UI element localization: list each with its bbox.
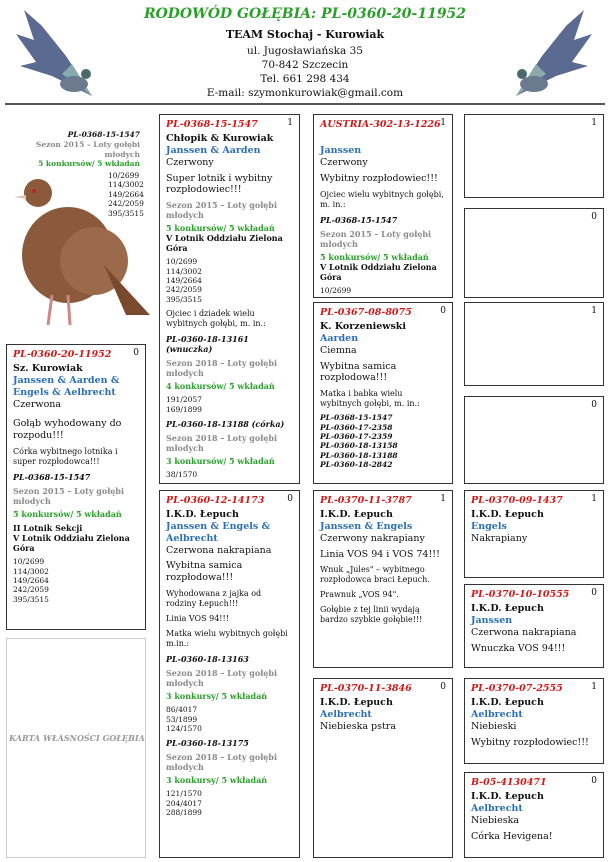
offspring-ring: PL-0360-18-13163 — [166, 654, 249, 665]
team-name: TEAM Stochaj - Kurowiak — [225, 28, 385, 41]
results: 10/2699 — [320, 285, 352, 295]
ring-number: PL-0368-15-1547 — [166, 119, 258, 130]
note: Gołębie z tej linii wydają bardzo szybkie gołębie!!! — [320, 605, 423, 625]
note: Matka wielu wybitnych gołębi m.in.: — [166, 629, 288, 649]
breed: Janssen — [320, 144, 362, 156]
konk: 3 konkursy/ 5 wkładań — [166, 691, 268, 702]
season: Sezon 2015 – Loty gołębi młodych — [320, 228, 432, 249]
award: V Lotnik Oddziału Zielona Góra — [13, 533, 130, 554]
color: Czerwony — [166, 156, 214, 168]
sex-number: 1 — [440, 494, 446, 504]
sex-number: 0 — [287, 494, 293, 504]
season: Sezon 2018 – Loty gołębi młodych — [166, 358, 278, 379]
award: II Lotnik Sekcji — [13, 523, 83, 534]
breeder-name: K. Korzeniewski — [320, 320, 406, 332]
breed: Janssen & Aarden — [166, 144, 261, 156]
city: 70-842 Szczecin — [261, 59, 349, 71]
grandfather-maternal-card — [313, 490, 453, 668]
left-season: Sezon 2015 – Loty gołębi młodych — [35, 139, 140, 159]
ring-number: PL-0360-12-14173 — [166, 495, 265, 506]
award: V Lotnik Oddziału Zielona Góra — [320, 261, 437, 282]
color: Czerwony — [320, 156, 368, 168]
header-divider — [5, 103, 605, 105]
street: ul. Jugosławiańska 35 — [247, 45, 363, 57]
note: Wnuk „Jules" – wybitnego rozpłodowca braci Łepuch. — [320, 565, 430, 585]
sex-number: 1 — [440, 118, 446, 128]
great-grandparent-card-8: B-05-4130471 0 I.K.D. Łepuch Aelbrecht Niebieska Córka Hevigena! — [464, 772, 604, 858]
results: 10/2699 114/3002 149/2664 242/2059 395/3515 — [13, 557, 49, 604]
breed: Aarden — [320, 332, 359, 344]
sex-number: 0 — [440, 682, 446, 692]
ownership-card-label: KARTA WŁASNOŚCI GOŁĘBIA — [9, 733, 145, 743]
left-info — [0, 130, 140, 169]
konk: 3 konkursy/ 5 wkładań — [166, 775, 268, 786]
header — [0, 0, 610, 104]
breeder-name: I.K.D. Łepuch — [320, 508, 393, 520]
season: Sezon 2018 – Loty gołębi młodych — [166, 752, 278, 773]
konk: 5 konkursów/ 5 wkładań — [13, 509, 122, 520]
sex-number: 0 — [440, 306, 446, 316]
line-note: Linia VOS 94!!! — [166, 614, 229, 624]
season: Sezon 2015 – Loty gołębi młodych — [13, 486, 125, 507]
main-pigeon-card — [6, 344, 146, 630]
konk: 5 konkursów/ 5 wkładań — [320, 251, 429, 262]
description: Linia VOS 94 i VOS 74!!! — [320, 548, 440, 560]
great-grandparent-card-3: 1 — [464, 302, 604, 386]
great-grandparent-card-1: 1 — [464, 114, 604, 198]
grandfather-paternal-card — [313, 114, 453, 298]
color: Czerwona nakrapiana — [166, 544, 272, 556]
offspring-ring: PL-0360-18-13175 — [166, 738, 249, 749]
ring-number: PL-0360-20-11952 — [13, 349, 112, 360]
description: Wybitna samica rozpłodowa!!! — [320, 360, 397, 384]
grandmother-paternal-card — [313, 302, 453, 484]
note: Ojciec wielu wybitnych gołębi, m. in.: — [320, 189, 444, 209]
breeder-name: I.K.D. Łepuch — [320, 696, 393, 708]
description: Gołąb wyhodowany do rozpodu!!! — [13, 418, 122, 442]
konk: 3 konkursów/ 5 wkładań — [166, 455, 275, 466]
description: Wybitny rozpłodowiec!!! — [320, 172, 438, 184]
offspring-ring: PL-0360-18-13161 (wnuczka) — [166, 334, 249, 355]
left-ring: PL-0368-15-1547 — [67, 130, 140, 139]
breeder-name: Chłopik & Kurowiak — [166, 132, 274, 144]
left-results: 10/2699 114/3002 149/2664 242/2059 395/3515 — [108, 171, 144, 218]
note: Matka i babka wielu wybitnych gołębi, m. in.: — [320, 389, 420, 409]
breed: Janssen & Aarden & Engels & Aelbrecht — [13, 374, 120, 398]
konk: 4 konkursów/ 5 wkładań — [166, 381, 275, 392]
results: 10/2699 114/3002 149/2664 242/2059 395/3515 — [166, 257, 202, 304]
results: 121/1570 204/4017 288/1899 — [166, 789, 202, 817]
results: 191/2057 169/1899 — [166, 395, 202, 414]
page-title: RODOWÓD GOŁĘBIA: PL-0360-20-11952 — [143, 6, 467, 22]
father-card — [159, 114, 300, 484]
pigeon-photo — [8, 165, 152, 331]
related-ring: PL-0368-15-1547 — [13, 472, 91, 483]
note: Wyhodowana z jajka od rodziny Łepuch!!! — [166, 589, 262, 609]
offspring-list: PL-0368-15-1547 PL-0360-17-2358 PL-0360-17-2359 PL-0360-18-13158 PL-0360-18-13188 PL-0360-18-2842 — [320, 413, 398, 470]
ring-number: PL-0367-08-8075 — [320, 307, 412, 318]
season: Sezon 2018 – Loty gołębi młodych — [166, 432, 278, 453]
results: 38/1570 — [166, 469, 198, 479]
award: V Lotnik Oddziału Zielona Góra — [166, 233, 283, 254]
note: Córka wybitnego lotnika i super rozpłodowca!!! — [13, 447, 118, 467]
sex-number: 0 — [133, 348, 139, 358]
breeder-name: I.K.D. Łepuch — [166, 508, 239, 520]
season: Sezon 2018 – Loty gołębi młodych — [166, 668, 278, 689]
great-grandparent-card-6: PL-0370-10-10555 0 I.K.D. Łepuch Janssen Czerwona nakrapiana Wnuczka VOS 94!!! — [464, 584, 604, 668]
great-grandparent-card-5: PL-0370-09-1437 1 I.K.D. Łepuch Engels Nakrapiany — [464, 490, 604, 578]
mother-card — [159, 490, 300, 858]
ring-number: AUSTRIA-302-13-1226 — [320, 119, 441, 130]
pigeon-right-icon — [510, 4, 602, 98]
breed: Janssen & Engels — [320, 520, 413, 532]
color: Czerwona — [13, 398, 62, 410]
description: Wybitna samica rozpłodowa!!! — [166, 560, 243, 584]
breeder-name: Sz. Kurowiak — [13, 362, 83, 374]
left-konk: 5 konkursów/ 5 wkładań — [38, 159, 140, 169]
note: Prawnuk „VOS 94". — [320, 590, 399, 600]
phone: Tel. 661 298 434 — [260, 73, 350, 85]
konk: 5 konkursów/ 5 wkładań — [166, 223, 275, 234]
description: Super lotnik i wybitny rozpłodowiec!!! — [166, 172, 273, 196]
email: E-mail: szymonkurowiak@gmail.com — [206, 87, 404, 99]
ring-number: PL-0370-11-3787 — [320, 495, 412, 506]
sex-number: 1 — [287, 118, 293, 128]
color: Ciemna — [320, 344, 357, 356]
breed: Janssen & Engels & Aelbrecht — [166, 520, 271, 544]
ring-number: PL-0370-11-3846 — [320, 683, 412, 694]
offspring-ring: PL-0368-15-1547 — [320, 214, 398, 225]
great-grandparent-card-7: PL-0370-07-2555 1 I.K.D. Łepuch Aelbrecht Niebieski Wybitny rozpłodowiec!!! — [464, 678, 604, 764]
pigeon-left-icon — [6, 4, 98, 98]
note: Ojciec i dziadek wielu wybitnych gołębi, m. in.: — [166, 309, 266, 329]
offspring-ring: PL-0360-18-13188 (córka) — [166, 418, 285, 429]
great-grandparent-card-2: 0 — [464, 208, 604, 298]
grandmother-maternal-card — [313, 678, 453, 858]
color: Niebieska pstra — [320, 720, 397, 732]
season: Sezon 2015 – Loty gołębi młodych — [166, 200, 278, 221]
breed: Aelbrecht — [320, 708, 372, 720]
color: Czerwony nakrapiany — [320, 532, 425, 544]
great-grandparent-card-4: 0 — [464, 396, 604, 484]
ownership-card — [6, 638, 146, 858]
results: 86/4017 53/1899 124/1570 — [166, 705, 202, 733]
